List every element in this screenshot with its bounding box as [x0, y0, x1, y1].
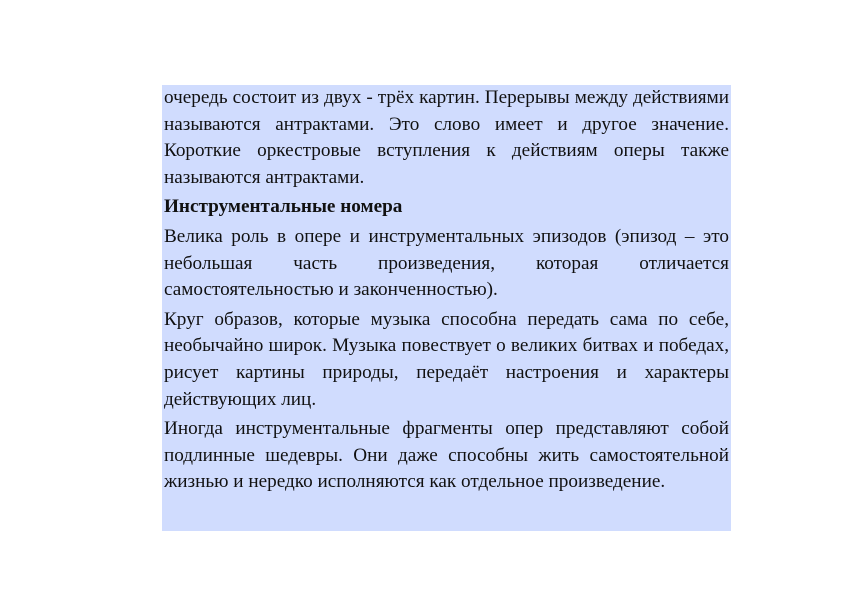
section-heading: Инструментальные номера — [164, 196, 403, 218]
paragraph-intermissions: очередь состоит из двух - трёх картин. Перерывы между действиями называются антрактами. Это слово имеет и другое значение. Короткие оркестровые вступления к действиям оперы также называются антрактами. — [164, 87, 729, 188]
paragraph-instrumental-episodes: Велика роль в опере и инструментальных эпизодов (эпизод – это небольшая часть произведения, которая отличается самостоятельностью и законченностью). — [164, 225, 729, 301]
paragraph-range-of-images: Круг образов, которые музыка способна передать сама по себе, необычайно широк. Музыка повествует о великих битвах и победах, рисует картины природы, передаёт настроения и характеры действующих лиц. — [164, 308, 729, 410]
paragraph-masterpieces: Иногда инструментальные фрагменты опер представляют собой подлинные шедевры. Они даже способны жить самостоятельной жизнью и нередко исполняются как отдельное произведение. — [164, 418, 729, 493]
text-block — [162, 85, 731, 531]
